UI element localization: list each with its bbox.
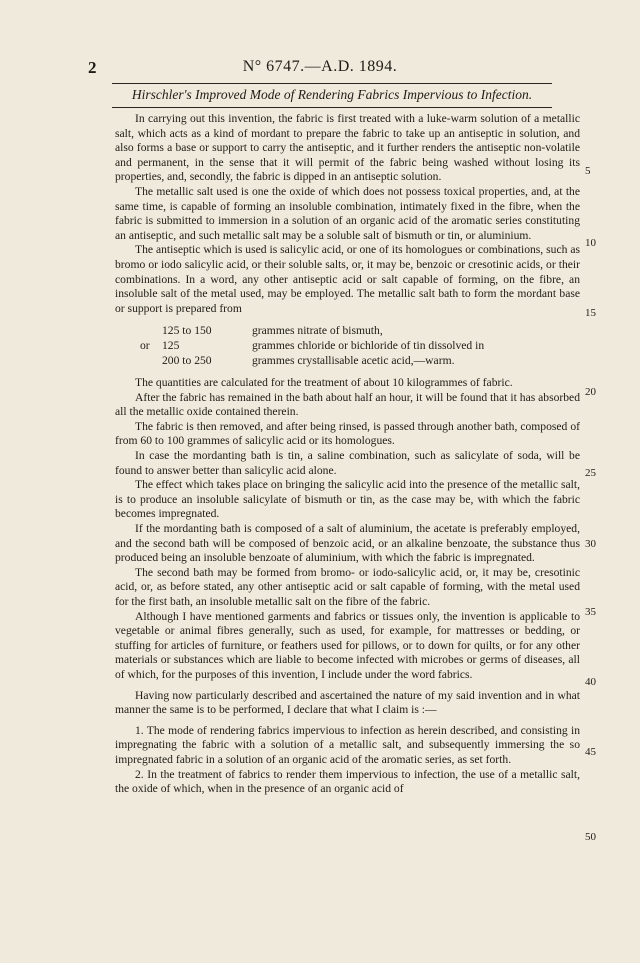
claim-item: 1. The mode of rendering fabrics impervious to infection as herein described, and consisting in impregnating the fabric with a solution of a metallic salt, and subsequently immersing the so impregnated fabric in a solution of an organic acid of the aromatic series, as set forth. [115, 723, 580, 766]
claims-declaration: Having now particularly described and ascertained the nature of my said invention and in what manner the same is to be performed, I declare that what I claim is :— [115, 688, 580, 717]
paragraph: In case the mordanting bath is tin, a saline combination, such as salicylate of soda, will be found to answer better than salicylic acid alone. [115, 449, 580, 477]
paragraph: The quantities are calculated for the treatment of about 10 kilogrammes of fabric. [135, 376, 513, 390]
recipe-substance: grammes crystallisable acetic acid,—warm. [252, 353, 455, 367]
paragraph: The second bath may be formed from bromo- or iodo-salicylic acid, or, it may be, cresotinic acid, or, as before stated, any other antiseptic acid or salt capable of forming, with the metal used for the first bath, an insoluble metallic salt on the fibre of the fabric. [115, 565, 580, 608]
page-title: N° 6747.—A.D. 1894. [242, 58, 398, 75]
recipe-line [140, 324, 580, 339]
recipe-substance: grammes chloride or bichloride of tin dissolved in [252, 338, 485, 352]
recipe-line [140, 354, 580, 369]
paragraph: The fabric is then removed, and after being rinsed, is passed through another bath, composed of from 60 to 100 grammes of salicylic acid or its homologues. [115, 419, 580, 448]
recipe-quantity: 125 [162, 338, 180, 352]
header-rule-top [112, 83, 552, 84]
header-rule-bottom [112, 107, 552, 108]
line-number: 45 [585, 746, 596, 758]
page-number: 2 [88, 58, 97, 77]
line-number: 15 [585, 307, 596, 319]
paragraph: After the fabric has remained in the bath about half an hour, it will be found that it has absorbed all the metallic oxide contained therein. [115, 390, 580, 419]
page-header [0, 58, 640, 80]
recipe-line [140, 339, 580, 354]
paragraph: If the mordanting bath is composed of a salt of aluminium, the acetate is preferably employed, and the second bath will be composed of benzoic acid, or an alkaline benzoate, the substance thus produced being an insoluble benzoate of aluminium, with which the fabric is impregnated. [115, 522, 580, 565]
document-body [115, 112, 580, 797]
recipe-substance: grammes nitrate of bismuth, [252, 324, 383, 338]
paragraph: Although I have mentioned garments and fabrics or tissues only, the invention is applicable to vegetable or animal fibres generally, such as used, for example, for mattresses or bedding, or stuffing for articles of furniture, or feathers used for pillows, or to down for quilts, or for any other materials or substances which are liable to become infected with microbes or germs of diseases, all of which, for the purposes of this invention, I include under the word fabrics. [115, 609, 580, 681]
recipe-prefix [140, 324, 162, 339]
paragraph: The effect which takes place on bringing the salicylic acid into the presence of the metallic salt, is to produce an insoluble salicylate of bismuth or tin, as the case may be, with which the fabric becomes impregnated. [115, 478, 580, 521]
claim-item: 2. In the treatment of fabrics to render them impervious to infection, the use of a metallic salt, the oxide of which, when in the presence of an organic acid of [115, 767, 580, 796]
recipe-quantity: 125 to 150 [162, 324, 212, 338]
paragraph: In carrying out this invention, the fabric is first treated with a luke-warm solution of a metallic salt, which acts as a kind of mordant to prepare the fabric to take up an antiseptic in solution, and also forms a base or support to carry the antiseptic, and it further renders the antiseptic non-volatile and permanent, in the sense that it will permit of the fabric being washed without losing its properties, and, secondly, the fabric is dipped in an antiseptic solution. [115, 112, 580, 184]
paragraph: The metallic salt used is one the oxide of which does not possess toxical properties, and, at the same time, is capable of forming an insoluble combination, intimately fixed in the fibre, when the fabric is submitted to immersion in a solution of an organic acid of the aromatic series constituting an antiseptic, and such metallic salt may be a soluble salt of bismuth or tin, or aluminium. [115, 184, 580, 242]
recipe-list [140, 324, 580, 368]
running-title: Hirschler's Improved Mode of Rendering Fabrics Impervious to Infection. [131, 87, 533, 102]
line-number: 5 [585, 165, 591, 177]
recipe-quantity: 200 to 250 [162, 353, 212, 367]
line-number: 40 [585, 676, 596, 688]
line-number: 25 [585, 467, 596, 479]
line-number: 50 [585, 831, 596, 843]
paragraph: The antiseptic which is used is salicylic acid, or one of its homologues or combinations, such as bromo or iodo salicylic acid, or their soluble salts, or, it may be, benzoic or cresotinic acids, or their combinations. In a word, any other antiseptic acid or salt capable of forming, on the fibre, an insoluble salt of the metal used, may be employed. The metallic salt bath to form the mordant base or support is prepared from [115, 243, 580, 315]
recipe-prefix: or [140, 338, 150, 352]
line-number: 10 [585, 237, 596, 249]
line-number: 30 [585, 538, 596, 550]
line-number: 35 [585, 606, 596, 618]
line-number: 20 [585, 386, 596, 398]
recipe-prefix [140, 354, 162, 369]
